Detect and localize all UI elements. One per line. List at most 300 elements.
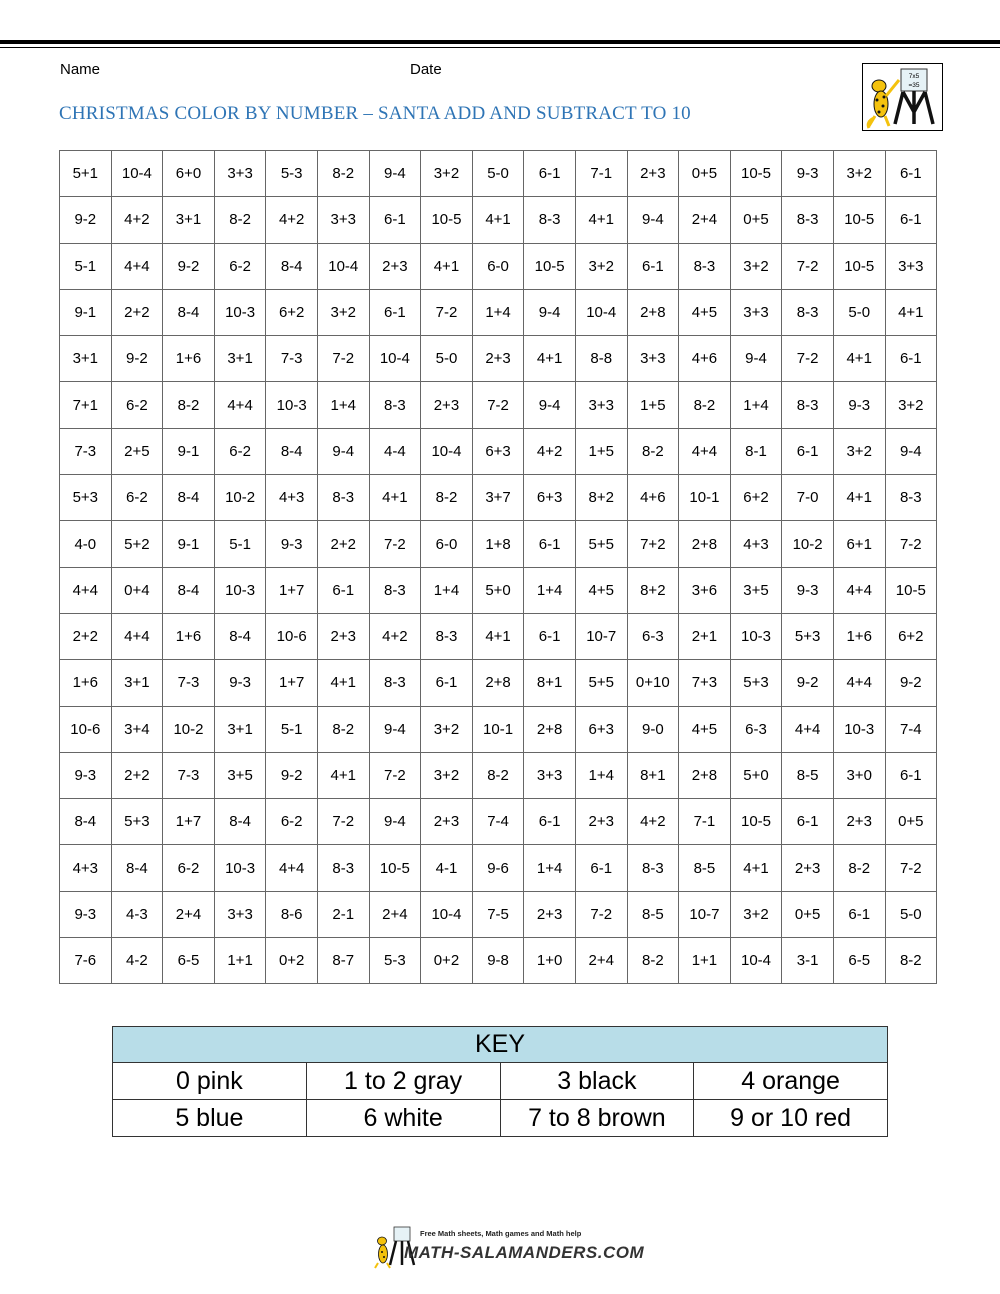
grid-cell[interactable]: 2+3 xyxy=(524,891,576,937)
grid-cell[interactable]: 9-4 xyxy=(885,428,937,474)
grid-cell[interactable]: 2+8 xyxy=(472,660,524,706)
grid-cell[interactable]: 2+4 xyxy=(679,197,731,243)
grid-cell[interactable]: 2+4 xyxy=(163,891,215,937)
grid-cell[interactable]: 2+8 xyxy=(679,752,731,798)
grid-cell[interactable]: 4+4 xyxy=(833,567,885,613)
grid-cell[interactable]: 7-2 xyxy=(782,243,834,289)
grid-cell[interactable]: 6-1 xyxy=(575,845,627,891)
grid-cell[interactable]: 3+2 xyxy=(833,151,885,197)
grid-cell[interactable]: 5+3 xyxy=(111,799,163,845)
grid-cell[interactable]: 0+2 xyxy=(421,938,473,984)
grid-cell[interactable]: 10-3 xyxy=(214,845,266,891)
grid-cell[interactable]: 3+3 xyxy=(885,243,937,289)
grid-cell[interactable]: 4+4 xyxy=(833,660,885,706)
grid-cell[interactable]: 8-5 xyxy=(782,752,834,798)
grid-cell[interactable]: 3+7 xyxy=(472,475,524,521)
grid-cell[interactable]: 8-3 xyxy=(317,475,369,521)
grid-cell[interactable]: 0+5 xyxy=(679,151,731,197)
grid-cell[interactable]: 1+6 xyxy=(60,660,112,706)
grid-cell[interactable]: 1+4 xyxy=(575,752,627,798)
grid-cell[interactable]: 0+2 xyxy=(266,938,318,984)
grid-cell[interactable]: 7-4 xyxy=(885,706,937,752)
grid-cell[interactable]: 10-4 xyxy=(317,243,369,289)
grid-cell[interactable]: 7-3 xyxy=(266,336,318,382)
grid-cell[interactable]: 4+4 xyxy=(782,706,834,752)
grid-cell[interactable]: 6-1 xyxy=(369,197,421,243)
grid-cell[interactable]: 4+3 xyxy=(60,845,112,891)
grid-cell[interactable]: 5+3 xyxy=(782,613,834,659)
grid-cell[interactable]: 8-4 xyxy=(163,567,215,613)
grid-cell[interactable]: 8+2 xyxy=(627,567,679,613)
grid-cell[interactable]: 8-3 xyxy=(679,243,731,289)
grid-cell[interactable]: 1+4 xyxy=(317,382,369,428)
grid-cell[interactable]: 4+3 xyxy=(730,521,782,567)
grid-cell[interactable]: 9-2 xyxy=(111,336,163,382)
grid-cell[interactable]: 8-5 xyxy=(679,845,731,891)
grid-cell[interactable]: 1+6 xyxy=(163,336,215,382)
grid-cell[interactable]: 2+8 xyxy=(627,289,679,335)
grid-cell[interactable]: 9-0 xyxy=(627,706,679,752)
grid-cell[interactable]: 1+7 xyxy=(163,799,215,845)
grid-cell[interactable]: 2+3 xyxy=(472,336,524,382)
grid-cell[interactable]: 3+4 xyxy=(111,706,163,752)
grid-cell[interactable]: 7-3 xyxy=(60,428,112,474)
grid-cell[interactable]: 3+1 xyxy=(111,660,163,706)
grid-cell[interactable]: 1+1 xyxy=(679,938,731,984)
grid-cell[interactable]: 2+8 xyxy=(524,706,576,752)
grid-cell[interactable]: 8+1 xyxy=(524,660,576,706)
grid-cell[interactable]: 9-4 xyxy=(730,336,782,382)
grid-cell[interactable]: 3+2 xyxy=(575,243,627,289)
grid-cell[interactable]: 5+3 xyxy=(60,475,112,521)
grid-cell[interactable]: 9-1 xyxy=(163,428,215,474)
grid-cell[interactable]: 10-5 xyxy=(524,243,576,289)
grid-cell[interactable]: 7+3 xyxy=(679,660,731,706)
grid-cell[interactable]: 6-1 xyxy=(885,197,937,243)
grid-cell[interactable]: 8-2 xyxy=(627,938,679,984)
grid-cell[interactable]: 8-5 xyxy=(627,891,679,937)
grid-cell[interactable]: 4+4 xyxy=(679,428,731,474)
grid-cell[interactable]: 10-4 xyxy=(369,336,421,382)
grid-cell[interactable]: 4+1 xyxy=(317,752,369,798)
grid-cell[interactable]: 1+4 xyxy=(524,845,576,891)
grid-cell[interactable]: 2+2 xyxy=(60,613,112,659)
grid-cell[interactable]: 10-5 xyxy=(833,243,885,289)
grid-cell[interactable]: 2+3 xyxy=(369,243,421,289)
grid-cell[interactable]: 5-0 xyxy=(472,151,524,197)
grid-cell[interactable]: 6-3 xyxy=(627,613,679,659)
grid-cell[interactable]: 9-8 xyxy=(472,938,524,984)
grid-cell[interactable]: 3+2 xyxy=(730,243,782,289)
grid-cell[interactable]: 10-7 xyxy=(679,891,731,937)
grid-cell[interactable]: 5+2 xyxy=(111,521,163,567)
grid-cell[interactable]: 2+3 xyxy=(421,382,473,428)
grid-cell[interactable]: 9-3 xyxy=(266,521,318,567)
grid-cell[interactable]: 4-1 xyxy=(421,845,473,891)
grid-cell[interactable]: 6-1 xyxy=(885,752,937,798)
grid-cell[interactable]: 9-3 xyxy=(60,891,112,937)
grid-cell[interactable]: 0+4 xyxy=(111,567,163,613)
grid-cell[interactable]: 1+4 xyxy=(524,567,576,613)
grid-cell[interactable]: 7+2 xyxy=(627,521,679,567)
grid-cell[interactable]: 10-5 xyxy=(730,799,782,845)
grid-cell[interactable]: 2+4 xyxy=(369,891,421,937)
grid-cell[interactable]: 8-2 xyxy=(421,475,473,521)
grid-cell[interactable]: 3+5 xyxy=(214,752,266,798)
grid-cell[interactable]: 4+5 xyxy=(679,706,731,752)
grid-cell[interactable]: 10-5 xyxy=(730,151,782,197)
grid-cell[interactable]: 1+0 xyxy=(524,938,576,984)
grid-cell[interactable]: 6-2 xyxy=(266,799,318,845)
grid-cell[interactable]: 3+2 xyxy=(421,752,473,798)
grid-cell[interactable]: 8-3 xyxy=(421,613,473,659)
grid-cell[interactable]: 5-1 xyxy=(266,706,318,752)
grid-cell[interactable]: 4-0 xyxy=(60,521,112,567)
grid-cell[interactable]: 9-3 xyxy=(214,660,266,706)
grid-cell[interactable]: 10-2 xyxy=(782,521,834,567)
grid-cell[interactable]: 10-5 xyxy=(833,197,885,243)
grid-cell[interactable]: 6-0 xyxy=(472,243,524,289)
grid-cell[interactable]: 1+4 xyxy=(472,289,524,335)
grid-cell[interactable]: 8-1 xyxy=(730,428,782,474)
grid-cell[interactable]: 10-6 xyxy=(60,706,112,752)
grid-cell[interactable]: 3+3 xyxy=(627,336,679,382)
grid-cell[interactable]: 8-3 xyxy=(782,289,834,335)
grid-cell[interactable]: 8-3 xyxy=(369,660,421,706)
grid-cell[interactable]: 1+6 xyxy=(833,613,885,659)
grid-cell[interactable]: 2+1 xyxy=(679,613,731,659)
grid-cell[interactable]: 3+3 xyxy=(317,197,369,243)
grid-cell[interactable]: 7-2 xyxy=(317,799,369,845)
grid-cell[interactable]: 9-4 xyxy=(369,799,421,845)
grid-cell[interactable]: 6+2 xyxy=(885,613,937,659)
grid-cell[interactable]: 8-3 xyxy=(524,197,576,243)
grid-cell[interactable]: 6-1 xyxy=(782,799,834,845)
grid-cell[interactable]: 4+5 xyxy=(575,567,627,613)
grid-cell[interactable]: 6-2 xyxy=(214,428,266,474)
grid-cell[interactable]: 8-2 xyxy=(627,428,679,474)
grid-cell[interactable]: 9-4 xyxy=(369,151,421,197)
grid-cell[interactable]: 10-4 xyxy=(421,891,473,937)
grid-cell[interactable]: 7-6 xyxy=(60,938,112,984)
grid-cell[interactable]: 1+1 xyxy=(214,938,266,984)
grid-cell[interactable]: 7-2 xyxy=(885,521,937,567)
grid-cell[interactable]: 6-2 xyxy=(214,243,266,289)
grid-cell[interactable]: 10-3 xyxy=(266,382,318,428)
grid-cell[interactable]: 4+5 xyxy=(679,289,731,335)
grid-cell[interactable]: 3+3 xyxy=(730,289,782,335)
grid-cell[interactable]: 8-4 xyxy=(266,428,318,474)
grid-cell[interactable]: 4-2 xyxy=(111,938,163,984)
grid-cell[interactable]: 8-2 xyxy=(472,752,524,798)
grid-cell[interactable]: 6-1 xyxy=(627,243,679,289)
grid-cell[interactable]: 10-2 xyxy=(163,706,215,752)
grid-cell[interactable]: 8-8 xyxy=(575,336,627,382)
grid-cell[interactable]: 10-5 xyxy=(885,567,937,613)
grid-cell[interactable]: 2+2 xyxy=(111,752,163,798)
grid-cell[interactable]: 8-4 xyxy=(60,799,112,845)
grid-cell[interactable]: 8-2 xyxy=(679,382,731,428)
grid-cell[interactable]: 6-2 xyxy=(111,382,163,428)
grid-cell[interactable]: 4+1 xyxy=(317,660,369,706)
grid-cell[interactable]: 1+5 xyxy=(575,428,627,474)
grid-cell[interactable]: 6-1 xyxy=(317,567,369,613)
footer-site-link[interactable]: MATH-SALAMANDERS.COM xyxy=(404,1243,645,1262)
grid-cell[interactable]: 7-2 xyxy=(472,382,524,428)
grid-cell[interactable]: 6-1 xyxy=(524,799,576,845)
grid-cell[interactable]: 10-5 xyxy=(369,845,421,891)
grid-cell[interactable]: 3+2 xyxy=(317,289,369,335)
grid-cell[interactable]: 6+1 xyxy=(833,521,885,567)
grid-cell[interactable]: 4-4 xyxy=(369,428,421,474)
grid-cell[interactable]: 9-4 xyxy=(317,428,369,474)
grid-cell[interactable]: 4+1 xyxy=(421,243,473,289)
grid-cell[interactable]: 7-2 xyxy=(369,521,421,567)
grid-cell[interactable]: 4+4 xyxy=(60,567,112,613)
grid-cell[interactable]: 0+5 xyxy=(730,197,782,243)
grid-cell[interactable]: 9-4 xyxy=(524,382,576,428)
grid-cell[interactable]: 1+7 xyxy=(266,567,318,613)
grid-cell[interactable]: 8-3 xyxy=(317,845,369,891)
grid-cell[interactable]: 1+4 xyxy=(730,382,782,428)
grid-cell[interactable]: 9-4 xyxy=(524,289,576,335)
grid-cell[interactable]: 8-2 xyxy=(317,151,369,197)
grid-cell[interactable]: 4+2 xyxy=(524,428,576,474)
grid-cell[interactable]: 6-5 xyxy=(833,938,885,984)
grid-cell[interactable]: 3+1 xyxy=(214,336,266,382)
grid-cell[interactable]: 6-1 xyxy=(833,891,885,937)
grid-cell[interactable]: 8+2 xyxy=(575,475,627,521)
grid-cell[interactable]: 8-3 xyxy=(369,567,421,613)
grid-cell[interactable]: 9-2 xyxy=(163,243,215,289)
grid-cell[interactable]: 9-2 xyxy=(60,197,112,243)
grid-cell[interactable]: 4+2 xyxy=(111,197,163,243)
grid-cell[interactable]: 7-2 xyxy=(317,336,369,382)
grid-cell[interactable]: 6-3 xyxy=(730,706,782,752)
grid-cell[interactable]: 8-6 xyxy=(266,891,318,937)
grid-cell[interactable]: 9-3 xyxy=(60,752,112,798)
grid-cell[interactable]: 6-1 xyxy=(421,660,473,706)
grid-cell[interactable]: 6-1 xyxy=(524,521,576,567)
grid-cell[interactable]: 4+2 xyxy=(627,799,679,845)
grid-cell[interactable]: 10-3 xyxy=(214,567,266,613)
grid-cell[interactable]: 6+0 xyxy=(163,151,215,197)
grid-cell[interactable]: 6+2 xyxy=(266,289,318,335)
grid-cell[interactable]: 6-1 xyxy=(524,613,576,659)
grid-cell[interactable]: 9-1 xyxy=(60,289,112,335)
grid-cell[interactable]: 6-0 xyxy=(421,521,473,567)
grid-cell[interactable]: 7-2 xyxy=(575,891,627,937)
grid-cell[interactable]: 10-4 xyxy=(730,938,782,984)
grid-cell[interactable]: 7-3 xyxy=(163,660,215,706)
grid-cell[interactable]: 4+1 xyxy=(575,197,627,243)
grid-cell[interactable]: 8-3 xyxy=(627,845,679,891)
grid-cell[interactable]: 1+7 xyxy=(266,660,318,706)
grid-cell[interactable]: 9-2 xyxy=(885,660,937,706)
grid-cell[interactable]: 2+3 xyxy=(833,799,885,845)
grid-cell[interactable]: 1+8 xyxy=(472,521,524,567)
grid-cell[interactable]: 4+1 xyxy=(369,475,421,521)
grid-cell[interactable]: 2+3 xyxy=(421,799,473,845)
grid-cell[interactable]: 5-3 xyxy=(369,938,421,984)
grid-cell[interactable]: 8-4 xyxy=(111,845,163,891)
grid-cell[interactable]: 9-2 xyxy=(266,752,318,798)
grid-cell[interactable]: 9-1 xyxy=(163,521,215,567)
grid-cell[interactable]: 3+2 xyxy=(421,151,473,197)
grid-cell[interactable]: 4+4 xyxy=(214,382,266,428)
grid-cell[interactable]: 3+3 xyxy=(214,891,266,937)
grid-cell[interactable]: 3+1 xyxy=(163,197,215,243)
grid-cell[interactable]: 8-3 xyxy=(885,475,937,521)
grid-cell[interactable]: 9-2 xyxy=(782,660,834,706)
grid-cell[interactable]: 2+3 xyxy=(575,799,627,845)
grid-cell[interactable]: 9-4 xyxy=(369,706,421,752)
grid-cell[interactable]: 7-0 xyxy=(782,475,834,521)
grid-cell[interactable]: 2-1 xyxy=(317,891,369,937)
grid-cell[interactable]: 7-2 xyxy=(782,336,834,382)
grid-cell[interactable]: 7-4 xyxy=(472,799,524,845)
grid-cell[interactable]: 3+1 xyxy=(214,706,266,752)
grid-cell[interactable]: 5+0 xyxy=(730,752,782,798)
grid-cell[interactable]: 6-2 xyxy=(163,845,215,891)
grid-cell[interactable]: 8-3 xyxy=(782,197,834,243)
grid-cell[interactable]: 7-2 xyxy=(369,752,421,798)
grid-cell[interactable]: 8-2 xyxy=(163,382,215,428)
grid-cell[interactable]: 6-5 xyxy=(163,938,215,984)
grid-cell[interactable]: 3+6 xyxy=(679,567,731,613)
grid-cell[interactable]: 3+2 xyxy=(833,428,885,474)
grid-cell[interactable]: 7-1 xyxy=(575,151,627,197)
grid-cell[interactable]: 8-2 xyxy=(214,197,266,243)
grid-cell[interactable]: 3+2 xyxy=(885,382,937,428)
grid-cell[interactable]: 8-2 xyxy=(885,938,937,984)
grid-cell[interactable]: 10-6 xyxy=(266,613,318,659)
grid-cell[interactable]: 10-3 xyxy=(730,613,782,659)
grid-cell[interactable]: 2+5 xyxy=(111,428,163,474)
grid-cell[interactable]: 10-4 xyxy=(421,428,473,474)
grid-cell[interactable]: 3+3 xyxy=(575,382,627,428)
grid-cell[interactable]: 4+1 xyxy=(472,613,524,659)
grid-cell[interactable]: 9-6 xyxy=(472,845,524,891)
grid-cell[interactable]: 4+4 xyxy=(266,845,318,891)
grid-cell[interactable]: 5-1 xyxy=(60,243,112,289)
grid-cell[interactable]: 4+1 xyxy=(885,289,937,335)
grid-cell[interactable]: 9-3 xyxy=(782,151,834,197)
grid-cell[interactable]: 3-1 xyxy=(782,938,834,984)
grid-cell[interactable]: 1+5 xyxy=(627,382,679,428)
grid-cell[interactable]: 9-4 xyxy=(627,197,679,243)
grid-cell[interactable]: 4+6 xyxy=(627,475,679,521)
grid-cell[interactable]: 4+3 xyxy=(266,475,318,521)
grid-cell[interactable]: 5-0 xyxy=(421,336,473,382)
grid-cell[interactable]: 3+2 xyxy=(730,891,782,937)
grid-cell[interactable]: 0+5 xyxy=(885,799,937,845)
grid-cell[interactable]: 6+2 xyxy=(730,475,782,521)
grid-cell[interactable]: 4+1 xyxy=(833,475,885,521)
grid-cell[interactable]: 0+10 xyxy=(627,660,679,706)
grid-cell[interactable]: 3+3 xyxy=(214,151,266,197)
grid-cell[interactable]: 3+3 xyxy=(524,752,576,798)
grid-cell[interactable]: 5-0 xyxy=(833,289,885,335)
grid-cell[interactable]: 3+5 xyxy=(730,567,782,613)
grid-cell[interactable]: 6-1 xyxy=(885,336,937,382)
grid-cell[interactable]: 4+1 xyxy=(833,336,885,382)
grid-cell[interactable]: 5+1 xyxy=(60,151,112,197)
grid-cell[interactable]: 3+2 xyxy=(421,706,473,752)
grid-cell[interactable]: 8-2 xyxy=(833,845,885,891)
grid-cell[interactable]: 4+2 xyxy=(369,613,421,659)
grid-cell[interactable]: 10-7 xyxy=(575,613,627,659)
grid-cell[interactable]: 4+2 xyxy=(266,197,318,243)
grid-cell[interactable]: 4+1 xyxy=(730,845,782,891)
grid-cell[interactable]: 10-5 xyxy=(421,197,473,243)
grid-cell[interactable]: 4+4 xyxy=(111,613,163,659)
grid-cell[interactable]: 10-1 xyxy=(472,706,524,752)
grid-cell[interactable]: 8-3 xyxy=(369,382,421,428)
grid-cell[interactable]: 9-3 xyxy=(833,382,885,428)
grid-cell[interactable]: 2+8 xyxy=(679,521,731,567)
grid-cell[interactable]: 2+2 xyxy=(111,289,163,335)
grid-cell[interactable]: 5-1 xyxy=(214,521,266,567)
grid-cell[interactable]: 4+1 xyxy=(524,336,576,382)
grid-cell[interactable]: 5+0 xyxy=(472,567,524,613)
grid-cell[interactable]: 7-3 xyxy=(163,752,215,798)
grid-cell[interactable]: 5+5 xyxy=(575,521,627,567)
grid-cell[interactable]: 1+4 xyxy=(421,567,473,613)
grid-cell[interactable]: 5-3 xyxy=(266,151,318,197)
grid-cell[interactable]: 8-4 xyxy=(266,243,318,289)
grid-cell[interactable]: 10-4 xyxy=(575,289,627,335)
grid-cell[interactable]: 10-4 xyxy=(111,151,163,197)
grid-cell[interactable]: 8-4 xyxy=(214,799,266,845)
grid-cell[interactable]: 6-1 xyxy=(369,289,421,335)
grid-cell[interactable]: 1+6 xyxy=(163,613,215,659)
grid-cell[interactable]: 10-2 xyxy=(214,475,266,521)
grid-cell[interactable]: 8-3 xyxy=(782,382,834,428)
grid-cell[interactable]: 7-1 xyxy=(679,799,731,845)
grid-cell[interactable]: 7-2 xyxy=(421,289,473,335)
grid-cell[interactable]: 10-3 xyxy=(214,289,266,335)
grid-cell[interactable]: 5-0 xyxy=(885,891,937,937)
grid-cell[interactable]: 4+4 xyxy=(111,243,163,289)
grid-cell[interactable]: 3+0 xyxy=(833,752,885,798)
grid-cell[interactable]: 7-2 xyxy=(885,845,937,891)
grid-cell[interactable]: 6-1 xyxy=(885,151,937,197)
grid-cell[interactable]: 2+2 xyxy=(317,521,369,567)
grid-cell[interactable]: 7+1 xyxy=(60,382,112,428)
grid-cell[interactable]: 2+3 xyxy=(782,845,834,891)
grid-cell[interactable]: 4+1 xyxy=(472,197,524,243)
grid-cell[interactable]: 8+1 xyxy=(627,752,679,798)
grid-cell[interactable]: 6+3 xyxy=(472,428,524,474)
grid-cell[interactable]: 5+5 xyxy=(575,660,627,706)
grid-cell[interactable]: 6+3 xyxy=(575,706,627,752)
grid-cell[interactable]: 8-7 xyxy=(317,938,369,984)
grid-cell[interactable]: 8-2 xyxy=(317,706,369,752)
grid-cell[interactable]: 8-4 xyxy=(214,613,266,659)
grid-cell[interactable]: 0+5 xyxy=(782,891,834,937)
grid-cell[interactable]: 3+1 xyxy=(60,336,112,382)
grid-cell[interactable]: 8-4 xyxy=(163,289,215,335)
grid-cell[interactable]: 4+6 xyxy=(679,336,731,382)
grid-cell[interactable]: 10-1 xyxy=(679,475,731,521)
grid-cell[interactable]: 9-3 xyxy=(782,567,834,613)
grid-cell[interactable]: 6-1 xyxy=(782,428,834,474)
grid-cell[interactable]: 2+3 xyxy=(317,613,369,659)
grid-cell[interactable]: 6+3 xyxy=(524,475,576,521)
grid-cell[interactable]: 2+3 xyxy=(627,151,679,197)
grid-cell[interactable]: 6-1 xyxy=(524,151,576,197)
